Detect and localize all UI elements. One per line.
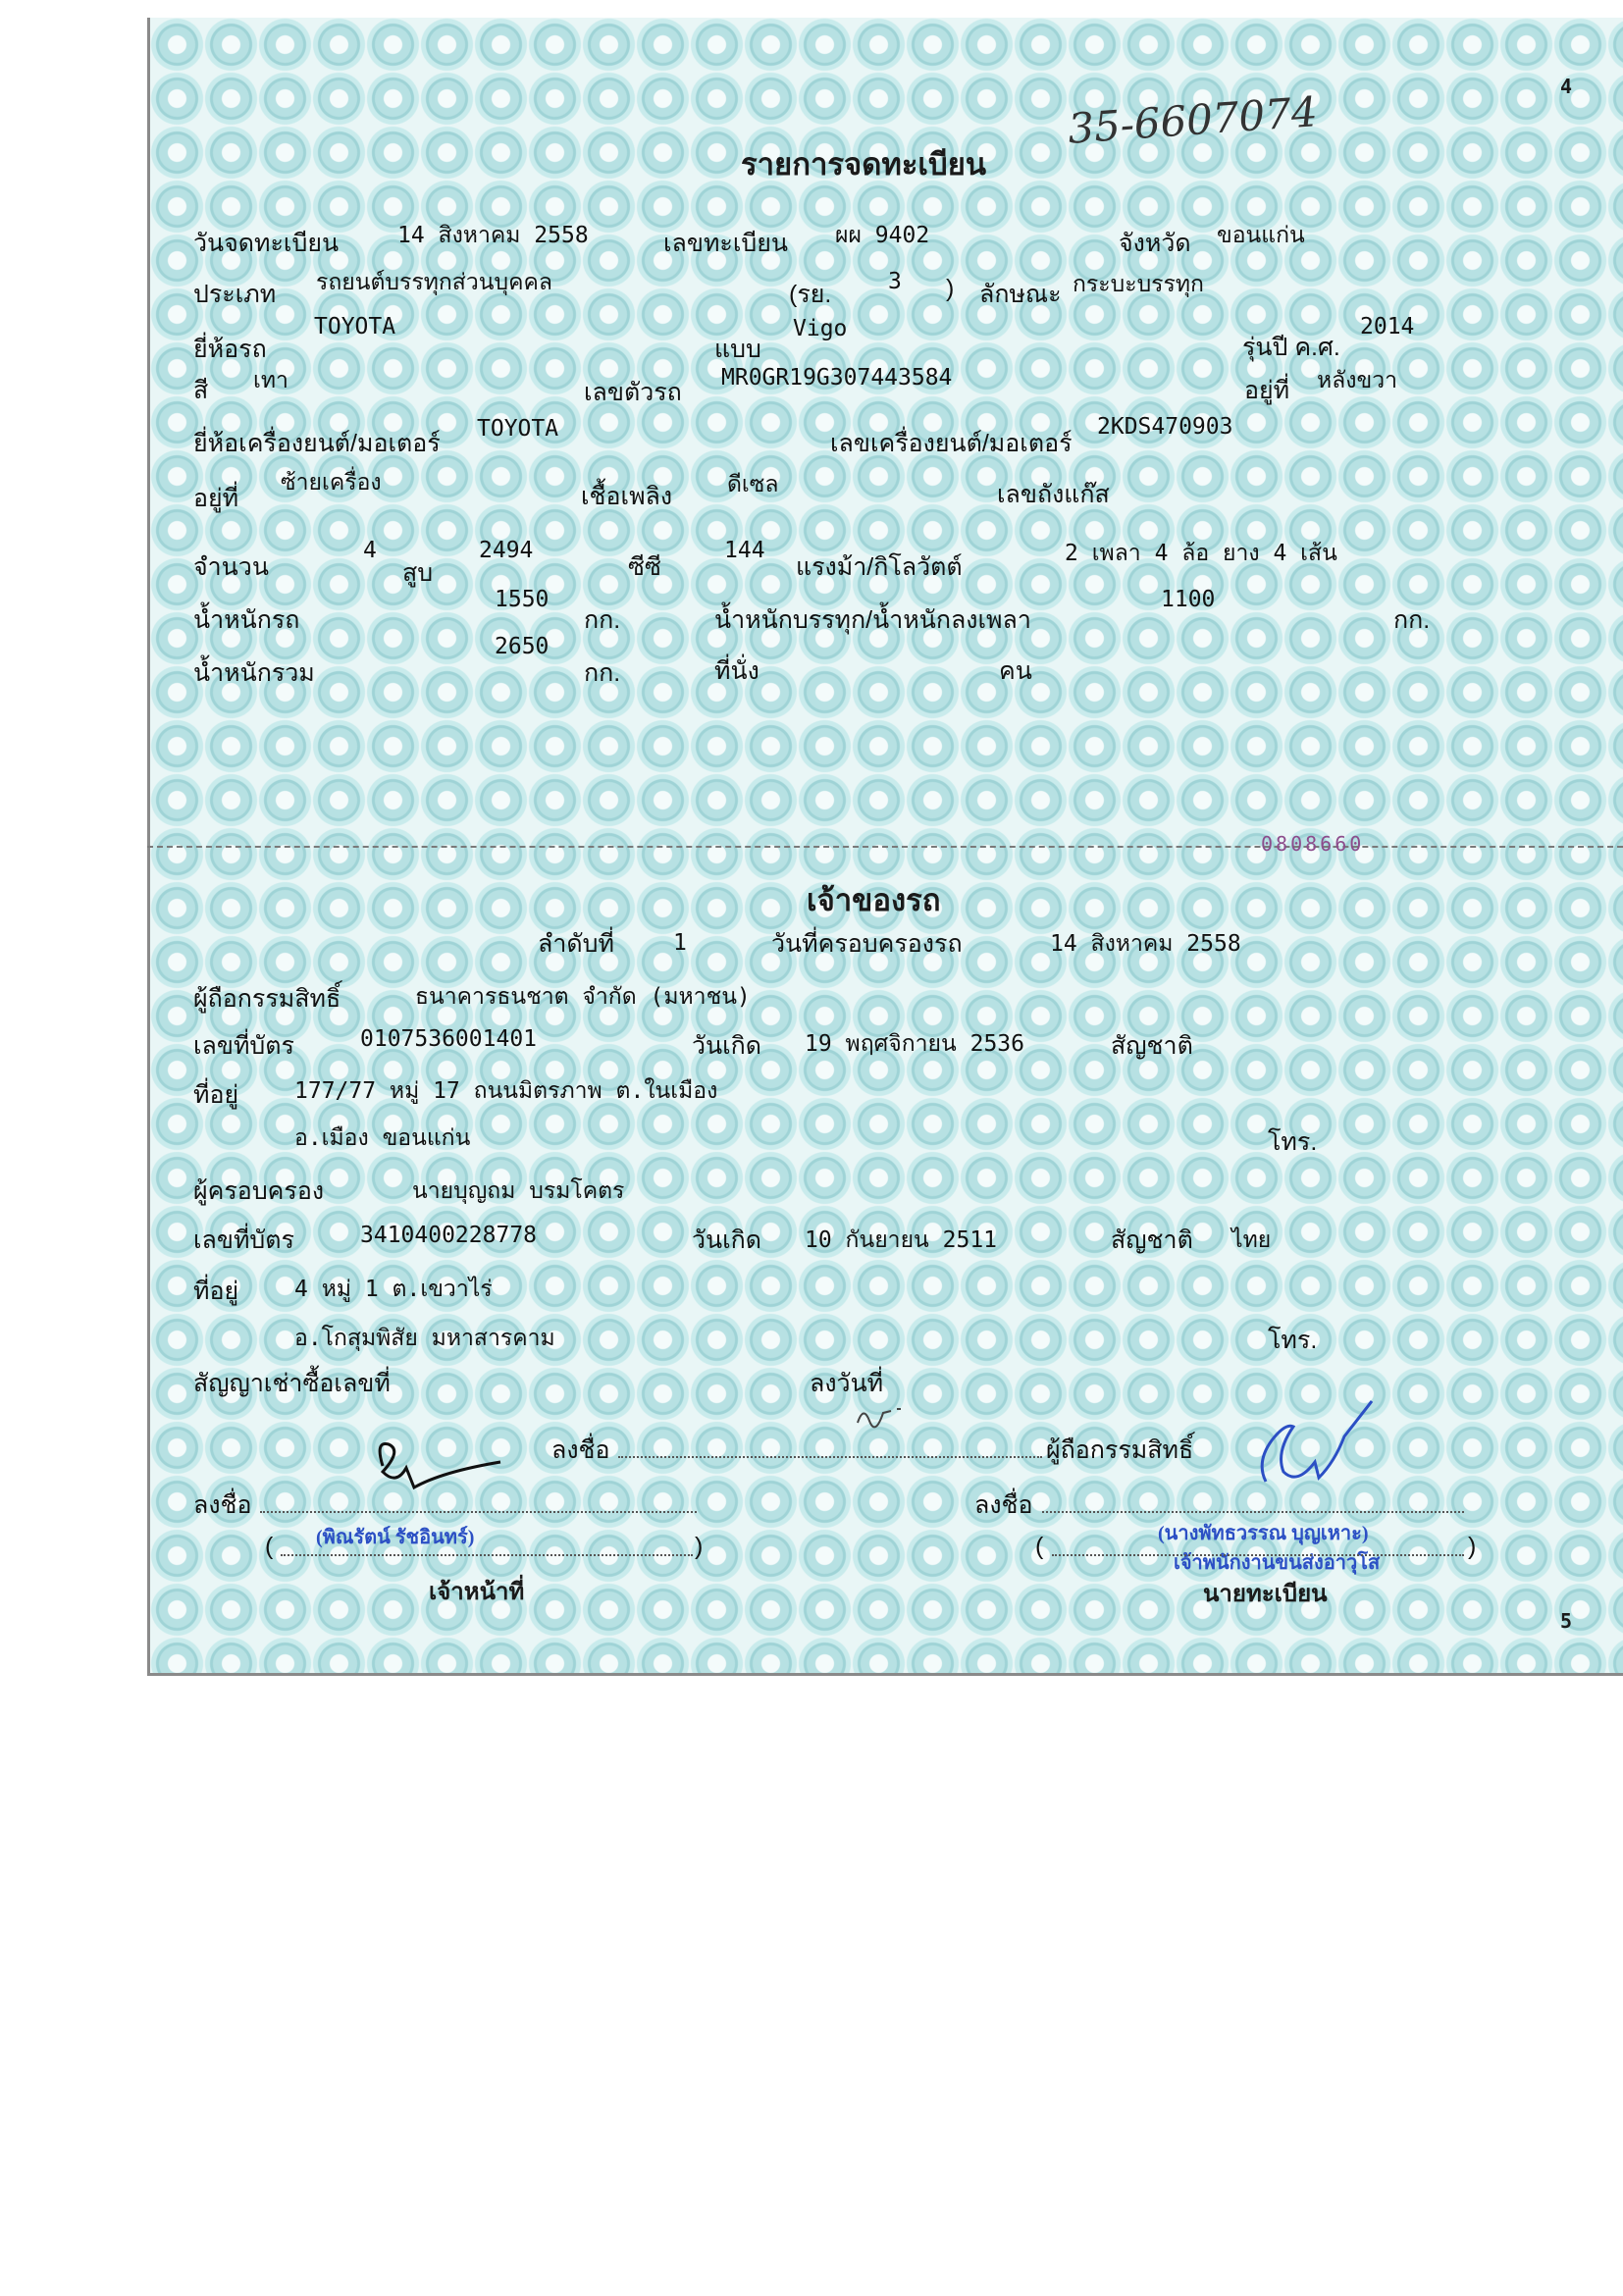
color-label: สี (193, 377, 209, 404)
gas-tank-label: เลขถังแก๊ส (997, 481, 1110, 508)
order-value: 1 (673, 930, 687, 956)
rs-close: ) (946, 275, 955, 302)
reg-date-value: 14 สิงหาคม 2558 (397, 223, 589, 248)
holder-id-label: เลขที่บัตร (193, 1032, 294, 1060)
possession-date-value: 14 สิงหาคม 2558 (1050, 931, 1241, 957)
chassis-value: MR0GR19G307443584 (721, 365, 953, 391)
registrar-sign-line (1042, 1511, 1464, 1513)
engine-at-label: อยู่ที่ (193, 485, 239, 512)
load-value: 1100 (1161, 587, 1216, 612)
registrar-title-stamp: เจ้าพนักงานขนส่งอาวุโส (1174, 1552, 1381, 1574)
possessor-phone-label: โทร. (1268, 1327, 1318, 1354)
seats-label: ที่นั่ง (714, 657, 759, 685)
engine-make-label: ยี่ห้อเครื่องยนต์/มอเตอร์ (193, 430, 441, 457)
possessor-value: นายบุญถม บรมโคตร (412, 1178, 625, 1204)
registrar-caption: นายทะเบียน (1203, 1582, 1328, 1607)
registrar-sign-label: ลงชื่อ (974, 1491, 1033, 1519)
possession-date-label: วันที่ครอบครองรถ (771, 930, 963, 958)
officer-name-stamp: (พิณรัตน์ รัชอินทร์) (316, 1527, 475, 1548)
weight-value: 1550 (495, 587, 550, 612)
axles-value: 2 เพลา 4 ล้อ ยาง 4 เส้น (1065, 541, 1337, 566)
hp-value: 144 (724, 538, 765, 563)
holder-birth-label: วันเกิด (692, 1032, 762, 1060)
cc-label: ซีซี (628, 553, 661, 581)
engine-no-value: 2KDS470903 (1097, 414, 1233, 440)
holder-label: ผู้ถือกรรมสิทธิ์ (193, 985, 341, 1013)
registration-title: รายการจดทะเบียน (741, 147, 987, 182)
plate-label: เลขทะเบียน (663, 230, 789, 257)
officer-paren-close: ) (695, 1533, 704, 1560)
possessor-birth-value: 10 กันยายน 2511 (805, 1227, 998, 1253)
serial-fragment: 0808660 (1261, 832, 1365, 856)
make-value: TOYOTA (314, 314, 396, 339)
weight-label: น้ำหนักรถ (193, 606, 300, 634)
chassis-label: เลขตัวรถ (584, 379, 682, 406)
officer-caption: เจ้าหน้าที่ (429, 1580, 525, 1605)
holder-sign-label: ลงชื่อ (551, 1436, 610, 1464)
model-value: Vigo (793, 316, 848, 341)
possessor-nationality-value: ไทย (1231, 1227, 1272, 1253)
page-number-top: 4 (1560, 75, 1573, 98)
holder-address-line2: อ.เมือง ขอนแก่น (294, 1125, 471, 1151)
chassis-at-value: หลังขวา (1317, 368, 1398, 393)
possessor-id-label: เลขที่บัตร (193, 1226, 294, 1254)
registrar-paren-close: ) (1468, 1533, 1477, 1560)
holder-value: ธนาคารธนชาต จำกัด (มหาชน) (415, 984, 751, 1010)
body-value: กระบะบรรทุก (1073, 272, 1204, 297)
weight-unit: กก. (584, 606, 621, 634)
model-year-label: รุ่นปี ค.ศ. (1242, 334, 1340, 361)
type-label: ประเภท (193, 281, 277, 308)
type-value: รถยนต์บรรทุกส่วนบุคคล (316, 270, 552, 295)
hp-date-label: ลงวันที่ (810, 1370, 884, 1397)
possessor-id-value: 3410400228778 (360, 1223, 538, 1248)
holder-birth-value: 19 พฤศจิกายน 2536 (805, 1031, 1024, 1057)
engine-make-value: TOYOTA (477, 416, 559, 442)
rs-value: 3 (888, 269, 902, 294)
owner-title: เจ้าของรถ (807, 883, 941, 917)
model-label: แบบ (714, 336, 761, 363)
officer-signature (353, 1427, 520, 1505)
officer-sign-line (260, 1511, 697, 1513)
registrar-name-line (1052, 1554, 1464, 1556)
count-label: จำนวน (193, 553, 269, 581)
holder-id-value: 0107536001401 (360, 1026, 538, 1052)
plate-value: ผผ 9402 (835, 223, 930, 248)
hp-date-scribble (852, 1401, 911, 1431)
cylinders-label: สูบ (402, 559, 434, 587)
possessor-address-line2: อ.โกสุมพิสัย มหาสารคาม (294, 1326, 555, 1351)
body-label: ลักษณะ (979, 281, 1062, 308)
page-number-bottom: 5 (1560, 1609, 1573, 1633)
registrar-paren-open: ( (1035, 1533, 1044, 1560)
province-value: ขอนแก่น (1217, 223, 1305, 248)
color-value: เทา (253, 368, 288, 393)
registrar-signature (1246, 1393, 1393, 1501)
model-year-value: 2014 (1360, 314, 1415, 339)
engine-no-label: เลขเครื่องยนต์/มอเตอร์ (830, 430, 1073, 457)
handwritten-number: 35-6607074 (1066, 87, 1320, 153)
reg-date-label: วันจดทะเบียน (193, 230, 340, 257)
officer-name-line (281, 1554, 693, 1556)
gross-label: น้ำหนักรวม (193, 659, 315, 687)
holder-sign-caption: ผู้ถือกรรมสิทธิ์ (1046, 1436, 1194, 1464)
count-value: 4 (363, 538, 377, 563)
registrar-name-stamp: (นางพัทธวรรณ บุญเหาะ) (1158, 1523, 1369, 1544)
holder-phone-label: โทร. (1268, 1128, 1318, 1156)
persons-label: คน (999, 657, 1032, 685)
engine-at-value: ซ้ายเครื่อง (281, 470, 382, 496)
hp-label: แรงม้า/กิโลวัตต์ (796, 553, 963, 581)
load-unit: กก. (1393, 606, 1431, 634)
make-label: ยี่ห้อรถ (193, 336, 267, 363)
chassis-at-label: อยู่ที่ (1244, 377, 1290, 404)
page-fold-line (147, 846, 1623, 848)
gross-value: 2650 (495, 634, 550, 659)
officer-sign-label: ลงชื่อ (193, 1491, 252, 1519)
order-label: ลำดับที่ (538, 930, 614, 958)
officer-paren-open: ( (265, 1533, 274, 1560)
province-label: จังหวัด (1119, 230, 1191, 257)
possessor-address-label: ที่อยู่ (193, 1278, 239, 1305)
holder-address-label: ที่อยู่ (193, 1081, 239, 1109)
possessor-birth-label: วันเกิด (692, 1226, 762, 1254)
cc-value: 2494 (479, 538, 534, 563)
gross-unit: กก. (584, 659, 621, 687)
fuel-value: ดีเซล (727, 472, 779, 497)
rs-label: (รย. (789, 281, 832, 308)
holder-address-line1: 177/77 หมู่ 17 ถนนมิตรภาพ ต.ในเมือง (294, 1078, 718, 1104)
possessor-nationality-label: สัญชาติ (1111, 1226, 1193, 1254)
holder-nationality-label: สัญชาติ (1111, 1032, 1193, 1060)
fuel-label: เชื้อเพลิง (581, 483, 673, 510)
holder-sign-line (618, 1456, 1042, 1458)
load-label: น้ำหนักบรรทุก/น้ำหนักลงเพลา (714, 606, 1031, 634)
possessor-label: ผู้ครอบครอง (193, 1177, 325, 1205)
possessor-address-line1: 4 หมู่ 1 ต.เขวาไร่ (294, 1277, 493, 1302)
hp-contract-label: สัญญาเช่าซื้อเลขที่ (193, 1370, 391, 1397)
